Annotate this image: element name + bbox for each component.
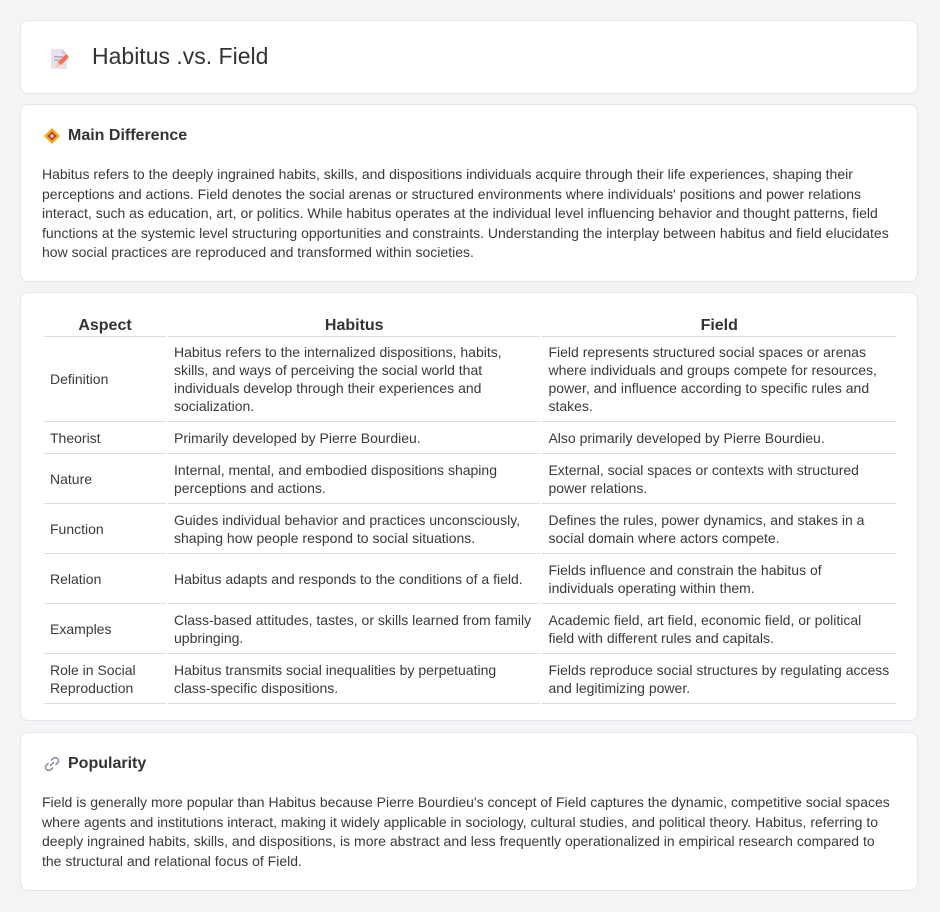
table-cell: Role in Social Reproduction [44, 654, 166, 704]
page-title: Habitus .vs. Field [92, 43, 269, 69]
table-row [44, 604, 896, 654]
table-row [44, 554, 896, 604]
table-cell: Theorist [44, 422, 166, 454]
popularity-text: Field is generally more popular than Habitus because Pierre Bourdieu's concept of Field captures the dynamic, competitive social spaces where agents and institutions interact, making it widely applicable in sociology, cultural studies, and political theory. Habitus, referring to deeply ingrained habits, skills, and dispositions, is more abstract and less frequently operationalized in empirical research compared to the structural and relational focus of Field. [42, 794, 890, 869]
table-cell: Habitus transmits social inequalities by perpetuating class-specific dispositions. [168, 654, 540, 704]
table-row [44, 504, 896, 554]
table-cell: Nature [44, 454, 166, 504]
table-row [44, 454, 896, 504]
table-row [44, 422, 896, 454]
table-cell: Also primarily developed by Pierre Bourdieu. [542, 422, 896, 454]
diamond-icon [43, 127, 61, 145]
table-cell: Defines the rules, power dynamics, and stakes in a social domain where actors compete. [542, 504, 896, 554]
table-cell: Habitus adapts and responds to the conditions of a field. [168, 554, 540, 604]
table-cell: Class-based attitudes, tastes, or skills learned from family upbringing. [168, 604, 540, 654]
column-header: Field [542, 315, 896, 337]
table-cell: Definition [44, 337, 166, 422]
table-cell: Habitus refers to the internalized dispositions, habits, skills, and ways of perceiving the social world that individuals develop through their experiences and socialization. [168, 337, 540, 422]
table-cell: Internal, mental, and embodied dispositions shaping perceptions and actions. [168, 454, 540, 504]
table-row [44, 337, 896, 422]
main-difference-text: Habitus refers to the deeply ingrained habits, skills, and dispositions individuals acquire through their life experiences, shaping their perceptions and actions. Field denotes the social arenas or structured environments where individuals' positions and power relations interact, such as education, art, or politics. While habitus operates at the individual level influencing behavior and thought patterns, field functions at the systemic level structuring opportunities and constraints. Understanding the interplay between habitus and field elucidates how social practices are reproduced and transformed within societies. [42, 166, 889, 260]
link-icon [43, 755, 61, 773]
table-row [44, 654, 896, 704]
section-title: Main Difference [68, 127, 188, 144]
column-header: Habitus [168, 315, 540, 337]
table-cell: Field represents structured social spaces or arenas where individuals and groups compete for resources, power, and influence according to specific rules and stakes. [542, 337, 896, 422]
document-pen-icon [47, 47, 71, 71]
section-title: Popularity [68, 755, 147, 772]
table-cell: Academic field, art field, economic field, or political field with different rules and capitals. [542, 604, 896, 654]
table-cell: Fields reproduce social structures by regulating access and legitimizing power. [542, 654, 896, 704]
header-card [20, 20, 918, 94]
popularity-card [20, 732, 918, 891]
comparison-table [42, 315, 898, 704]
table-cell: External, social spaces or contexts with structured power relations. [542, 454, 896, 504]
table-cell: Fields influence and constrain the habitus of individuals operating within them. [542, 554, 896, 604]
table-cell: Primarily developed by Pierre Bourdieu. [168, 422, 540, 454]
table-cell: Relation [44, 554, 166, 604]
table-cell: Guides individual behavior and practices unconsciously, shaping how people respond to social situations. [168, 504, 540, 554]
main-difference-card [20, 104, 918, 282]
comparison-table-card [20, 292, 918, 721]
column-header: Aspect [44, 315, 166, 337]
table-cell: Examples [44, 604, 166, 654]
table-cell: Function [44, 504, 166, 554]
